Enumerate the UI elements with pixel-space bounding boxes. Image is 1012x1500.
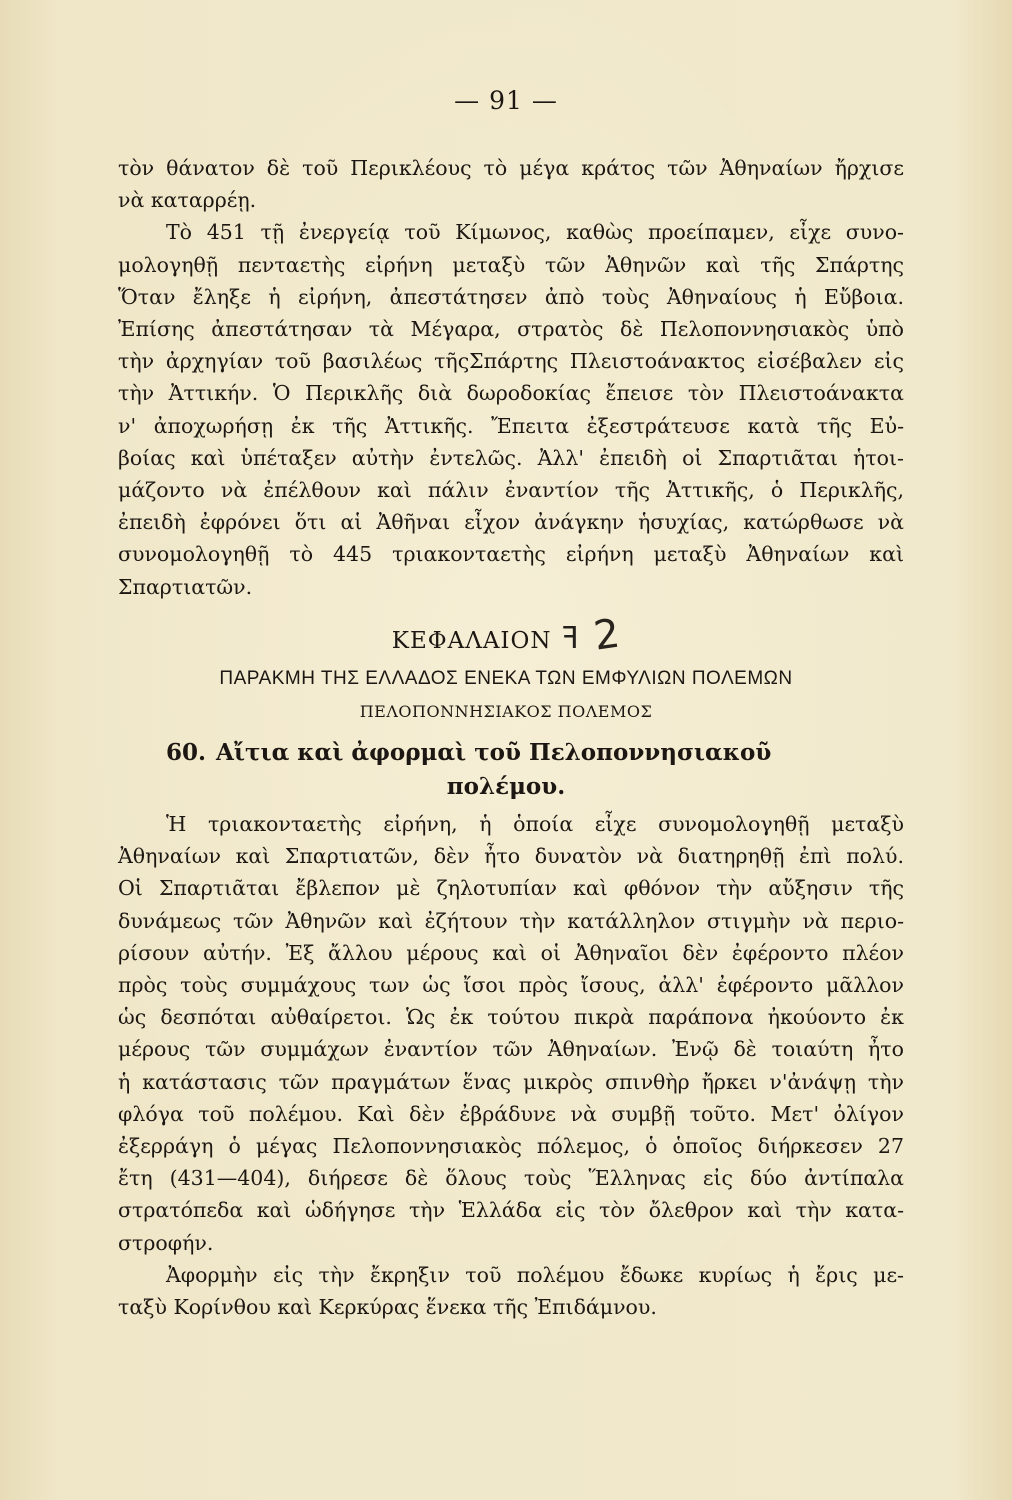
text-line: μέρους τῶν συμμάχων ἐναντίον τῶν Ἀθηναίων. Ἐνῷ δὲ τοιαύτη ἦτο xyxy=(118,1037,904,1062)
text-line: ἐξερράγη ὁ μέγας Πελοποννησιακὸς πόλεμος, ὁ ὁποῖος διήρκεσεν 27 xyxy=(118,1134,904,1159)
text-line: πρὸς τοὺς συμμάχους των ὡς ἴσοι πρὸς ἴσους, ἀλλ' ἐφέροντο μᾶλλον xyxy=(118,973,904,998)
chapter-subtitle: ΠΑΡΑΚΜΗ ΤΗΣ ΕΛΛΑΔΟΣ ΕΝΕΚΑ ΤΩΝ ΕΜΦΥΛΙΩΝ ΠΟΛΕΜΩΝ xyxy=(219,668,793,689)
text-line: ν' ἀποχωρήσῃ ἐκ τῆς Ἀττικῆς. Ἔπειτα ἐξεστράτευσε κατὰ τῆς Εὐ- xyxy=(118,413,904,438)
text-line: στροφήν. xyxy=(118,1230,214,1255)
text-line: μάζοντο νὰ ἐπέλθουν καὶ πάλιν ἐναντίον τῆς Ἀττικῆς, ὁ Περικλῆς, xyxy=(118,478,904,503)
page-number: — 91 — xyxy=(454,86,558,115)
text-line: τὸν θάνατον δὲ τοῦ Περικλέους τὸ μέγα κράτος τῶν Ἀθηναίων ἤρχισε xyxy=(118,156,904,180)
text-block-top xyxy=(118,152,904,603)
chapter-numeral-mark: ꟻ xyxy=(561,621,580,656)
section-heading-line1: Αἴτια καὶ ἀφορμαὶ τοῦ Πελοποννησιακοῦ xyxy=(216,739,772,766)
text-line: τὴν ἀρχηγίαν τοῦ βασιλέως τῆςΣπάρτης Πλειστοάνακτος εἰσέβαλεν εἰς xyxy=(118,349,904,374)
text-line: ὡς δεσπόται αὐθαίρετοι. Ὡς ἐκ τούτου πικρὰ παράπονα ἠκούοντο ἐκ xyxy=(118,1005,904,1030)
text-line: ἡ κατάστασις τῶν πραγμάτων ἕνας μικρὸς σπινθὴρ ἤρκει ν'ἀνάψῃ τὴν xyxy=(118,1069,904,1094)
text-line: Ἀφορμὴν εἰς τὴν ἔκρηξιν τοῦ πολέμου ἔδωκε κυρίως ἡ ἔρις με- xyxy=(166,1262,904,1287)
text-line: ρίσουν αὐτήν. Ἐξ ἄλλου μέρους καὶ οἱ Ἀθηναῖοι δὲν ἐφέροντο πλέον xyxy=(118,940,904,965)
chapter-title xyxy=(0,612,1012,658)
section-subtitle: ΠΕΛΟΠΟΝΝΗΣΙΑΚΟΣ ΠΟΛΕΜΟΣ xyxy=(359,702,653,721)
section-number: 60. xyxy=(166,739,207,766)
text-line: μολογηθῇ πενταετὴς εἰρήνη μεταξὺ τῶν Ἀθηνῶν καὶ τῆς Σπάρτης xyxy=(118,252,904,277)
text-line: Σπαρτιατῶν. xyxy=(118,574,253,599)
text-line: ἐπειδὴ ἐφρόνει ὅτι αἱ Ἀθῆναι εἶχον ἀνάγκην ἡσυχίας, κατώρθωσε νὰ xyxy=(118,510,904,535)
text-line: Ὅταν ἔληξε ἡ εἰρήνη, ἀπεστάτησεν ἀπὸ τοὺς Ἀθηναίους ἡ Εὔβοια. xyxy=(118,284,904,309)
text-line: φλόγα τοῦ πολέμου. Καὶ δὲν ἐβράδυνε νὰ συμβῇ τοῦτο. Μετ' ὀλίγον xyxy=(118,1101,904,1126)
text-line: δυνάμεως τῶν Ἀθηνῶν καὶ ἐζήτουν τὴν κατάλληλον στιγμὴν νὰ περιο- xyxy=(118,908,904,933)
text-line: Οἱ Σπαρτιᾶται ἔβλεπον μὲ ζηλοτυπίαν καὶ φθόνον τὴν αὔξησιν τῆς xyxy=(118,876,904,901)
text-line: τὴν Ἀττικήν. Ὁ Περικλῆς διὰ δωροδοκίας ἔπεισε τὸν Πλειστοάνακτα xyxy=(118,381,904,406)
text-line: Ἀθηναίων καὶ Σπαρτιατῶν, δὲν ἦτο δυνατὸν νὰ διατηρηθῇ ἐπὶ πολύ. xyxy=(118,844,904,869)
section-heading-line2: πολέμου. xyxy=(446,773,566,800)
text-line: Ἡ τριακονταετὴς εἰρήνη, ἡ ὁποία εἶχε συνομολογηθῇ μεταξὺ xyxy=(166,812,904,836)
text-line: στρατόπεδα καὶ ὡδήγησε τὴν Ἑλλάδα εἰς τὸν ὄλεθρον καὶ τὴν κατα- xyxy=(118,1198,904,1223)
section-heading xyxy=(166,736,906,804)
text-line: Τὸ 451 τῇ ἐνεργείᾳ τοῦ Κίμωνος, καθὼς προείπαμεν, εἶχε συνο- xyxy=(166,220,904,245)
text-block-bottom xyxy=(118,808,904,1323)
handwritten-chapter-number: 2 xyxy=(590,610,624,660)
text-line: ταξὺ Κορίνθου καὶ Κερκύρας ἕνεκα τῆς Ἐπιδάμνου. xyxy=(118,1295,657,1320)
text-line: ἔτη (431—404), διήρεσε δὲ ὅλους τοὺς Ἕλληνας εἰς δύο ἀντίπαλα xyxy=(118,1166,904,1191)
text-line: Ἐπίσης ἀπεστάτησαν τὰ Μέγαρα, στρατὸς δὲ Πελοποννησιακὸς ὑπὸ xyxy=(118,317,904,342)
text-line: βοίας καὶ ὑπέταξεν αὐτὴν ἐντελῶς. Ἀλλ' ἐπειδὴ οἱ Σπαρτιᾶται ἡτοι- xyxy=(118,445,904,470)
text-line: συνομολογηθῇ τὸ 445 τριακονταετὴς εἰρήνη μεταξὺ Ἀθηναίων καὶ xyxy=(118,542,904,567)
chapter-title-text: ΚΕΦΑΛΑΙΟΝ xyxy=(391,628,552,654)
text-line: νὰ καταρρέῃ. xyxy=(118,188,257,213)
